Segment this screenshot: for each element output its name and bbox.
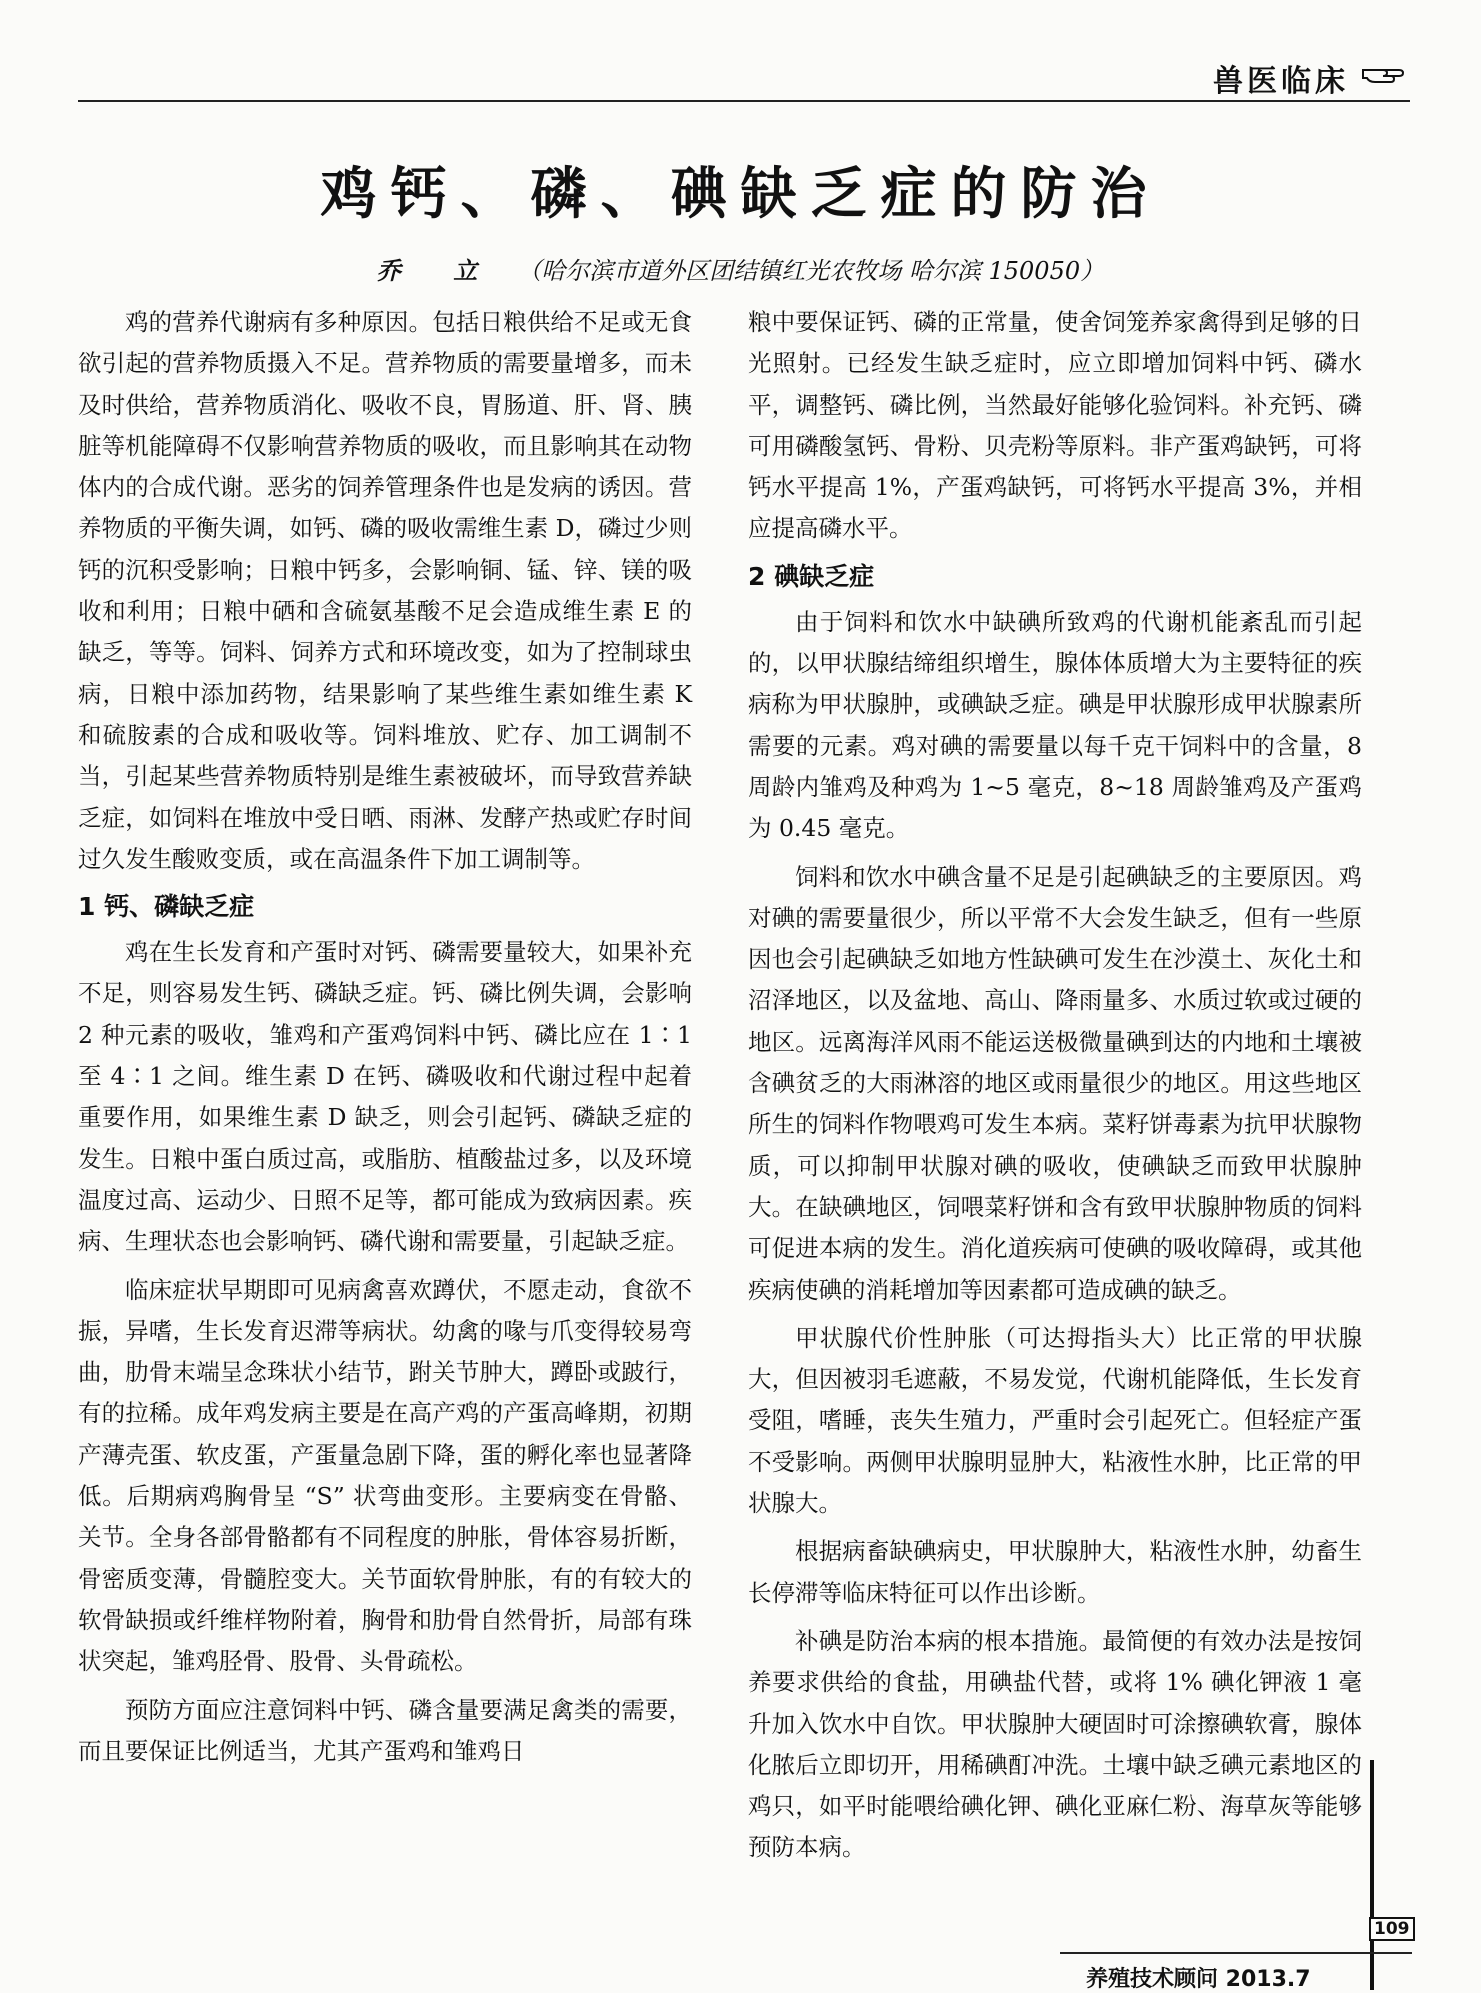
paragraph: 临床症状早期即可见病禽喜欢蹲伏，不愿走动，食欲不振，异嗜，生长发育迟滞等病状。幼禽的喙与爪变得较易弯曲，肋骨末端呈念珠状小结节，跗关节肿大，蹲卧或跛行，有的拉稀。成年鸡发病主要是在高产鸡的产蛋高峰期，初期产薄壳蛋、软皮蛋，产蛋量急剧下降，蛋的孵化率也显著降低。后期病鸡胸骨呈 “S” 状弯曲变形。主要病变在骨骼、关节。全身各部骨骼都有不同程度的肿胀，骨体容易折断，骨密质变薄，骨髓腔变大。关节面软骨肿胀，有的有较大的软骨缺损或纤维样物附着，胸骨和肋骨自然骨折，局部有珠状突起，雏鸡胫骨、股骨、头骨疏松。 xyxy=(78,1275,692,1676)
section-heading-1: 1 钙、磷缺乏症 xyxy=(78,892,255,922)
article-title: 鸡钙、磷、碘缺乏症的防治 xyxy=(320,162,1161,227)
paragraph: 甲状腺代价性肿胀（可达拇指头大）比正常的甲状腺大，但因被羽毛遮蔽，不易发觉，代谢机能降低，生长发育受阻，嗜睡，丧失生殖力，严重时会引起死亡。但轻症产蛋不受影响。两侧甲状腺明显肿大，粘液性水肿，比正常的甲状腺大。 xyxy=(748,1323,1362,1518)
footer-rule xyxy=(1060,1952,1412,1954)
paragraph: 鸡的营养代谢病有多种原因。包括日粮供给不足或无食欲引起的营养物质摄入不足。营养物质的需要量增多，而未及时供给，营养物质消化、吸收不良，胃肠道、肝、肾、胰脏等机能障碍不仅影响营养物质的吸收，而且影响其在动物体内的合成代谢。恶劣的饲养管理条件也是发病的诱因。营养物质的平衡失调，如钙、磷的吸收需维生素 D，磷过少则钙的沉积受影响；日粮中钙多，会影响铜、锰、锌、镁的吸收和利用；日粮中硒和含硫氨基酸不足会造成维生素 E 的缺乏，等等。饲料、饲养方式和环境改变，如为了控制球虫病，日粮中添加药物，结果影响了某些维生素如维生素 K 和硫胺素的合成和吸收等。饲料堆放、贮存、加工调制不当，引起某些营养物质特别是维生素被破坏，而导致营养缺乏症，如饲料在堆放中受日晒、雨淋、发酵产热或贮存时间过久发生酸败变质，或在高温条件下加工调制等。 xyxy=(78,308,692,873)
byline xyxy=(0,251,1481,286)
author-name: 乔 立 xyxy=(376,256,500,285)
pointing-hand-icon xyxy=(1361,60,1405,88)
section-heading-2: 2 碘缺乏症 xyxy=(748,561,875,591)
journal-footer: 养殖技术顾问 2013.7 xyxy=(1086,1967,1311,1992)
left-column xyxy=(78,302,692,1779)
section-label: 兽医临床 xyxy=(1213,64,1349,99)
paragraph: 粮中要保证钙、磷的正常量，使舍饲笼养家禽得到足够的日光照射。已经发生缺乏症时，应立即增加饲料中钙、磷水平，调整钙、磷比例，当然最好能够化验饲料。补充钙、磷可用磷酸氢钙、骨粉、贝壳粉等原料。非产蛋鸡缺钙，可将钙水平提高 1%，产蛋鸡缺钙，可将钙水平提高 3%，并相应提高磷水平。 xyxy=(748,308,1362,543)
author-affiliation: （哈尔滨市道外区团结镇红光农牧场 哈尔滨 150050） xyxy=(517,257,1105,285)
paragraph: 预防方面应注意饲料中钙、磷含量要满足禽类的需要，而且要保证比例适当，尤其产蛋鸡和雏鸡日 xyxy=(78,1695,692,1765)
paragraph: 由于饲料和饮水中缺碘所致鸡的代谢机能紊乱而引起的，以甲状腺结缔组织增生，腺体体质增大为主要特征的疾病称为甲状腺肿，或碘缺乏症。碘是甲状腺形成甲状腺素所需要的元素。鸡对碘的需要量以每千克干饲料中的含量，8 周龄内雏鸡及种鸡为 1~5 毫克，8~18 周龄雏鸡及产蛋鸡为 0.45 毫克。 xyxy=(748,607,1362,843)
margin-rule xyxy=(1370,1760,1374,1990)
header-rule xyxy=(78,100,1410,102)
paragraph: 饲料和饮水中碘含量不足是引起碘缺乏的主要原因。鸡对碘的需要量很少，所以平常不大会发生缺乏，但有一些原因也会引起碘缺乏如地方性缺碘可发生在沙漠土、灰化土和沼泽地区，以及盆地、高山、降雨量多、水质过软或过硬的地区。远离海洋风雨不能运送极微量碘到达的内地和土壤被含碘贫乏的大雨淋溶的地区或雨量很少的地区。用这些地区所生的饲料作物喂鸡可发生本病。菜籽饼毒素为抗甲状腺物质，可以抑制甲状腺对碘的吸收，使碘缺乏而致甲状腺肿大。在缺碘地区，饲喂菜籽饼和含有致甲状腺肿物质的饲料可促进本病的发生。消化道疾病可使碘的吸收障碍，或其他疾病使碘的消耗增加等因素都可造成碘的缺乏。 xyxy=(748,862,1362,1304)
paragraph: 根据病畜缺碘病史，甲状腺肿大，粘液性水肿，幼畜生长停滞等临床特征可以作出诊断。 xyxy=(748,1537,1362,1607)
page-number: 109 xyxy=(1369,1917,1415,1941)
paragraph: 鸡在生长发育和产蛋时对钙、磷需要量较大，如果补充不足，则容易发生钙、磷缺乏症。钙、磷比例失调，会影响 2 种元素的吸收，雏鸡和产蛋鸡饲料中钙、磷比应在 1∶1 至 4∶1 之间。维生素 D 在钙、磷吸收和代谢过程中起着重要作用，如果维生素 D 缺乏，则会引起钙、磷缺乏症的发生。日粮中蛋白质过高，或脂肪、植酸盐过多，以及环境温度过高、运动少、日照不足等，都可能成为致病因素。疾病、生理状态也会影响钙、磷代谢和需要量，引起缺乏症。 xyxy=(78,938,692,1256)
paragraph: 补碘是防治本病的根本措施。最简便的有效办法是按饲养要求供给的食盐，用碘盐代替，或将 1% 碘化钾液 1 毫升加入饮水中自饮。甲状腺肿大硬固时可涂擦碘软膏，腺体化脓后立即切开，用稀碘酊冲洗。土壤中缺乏碘元素地区的鸡只，如平时能喂给碘化钾、碘化亚麻仁粉、海草灰等能够预防本病。 xyxy=(748,1626,1362,1862)
right-column xyxy=(748,302,1362,1876)
